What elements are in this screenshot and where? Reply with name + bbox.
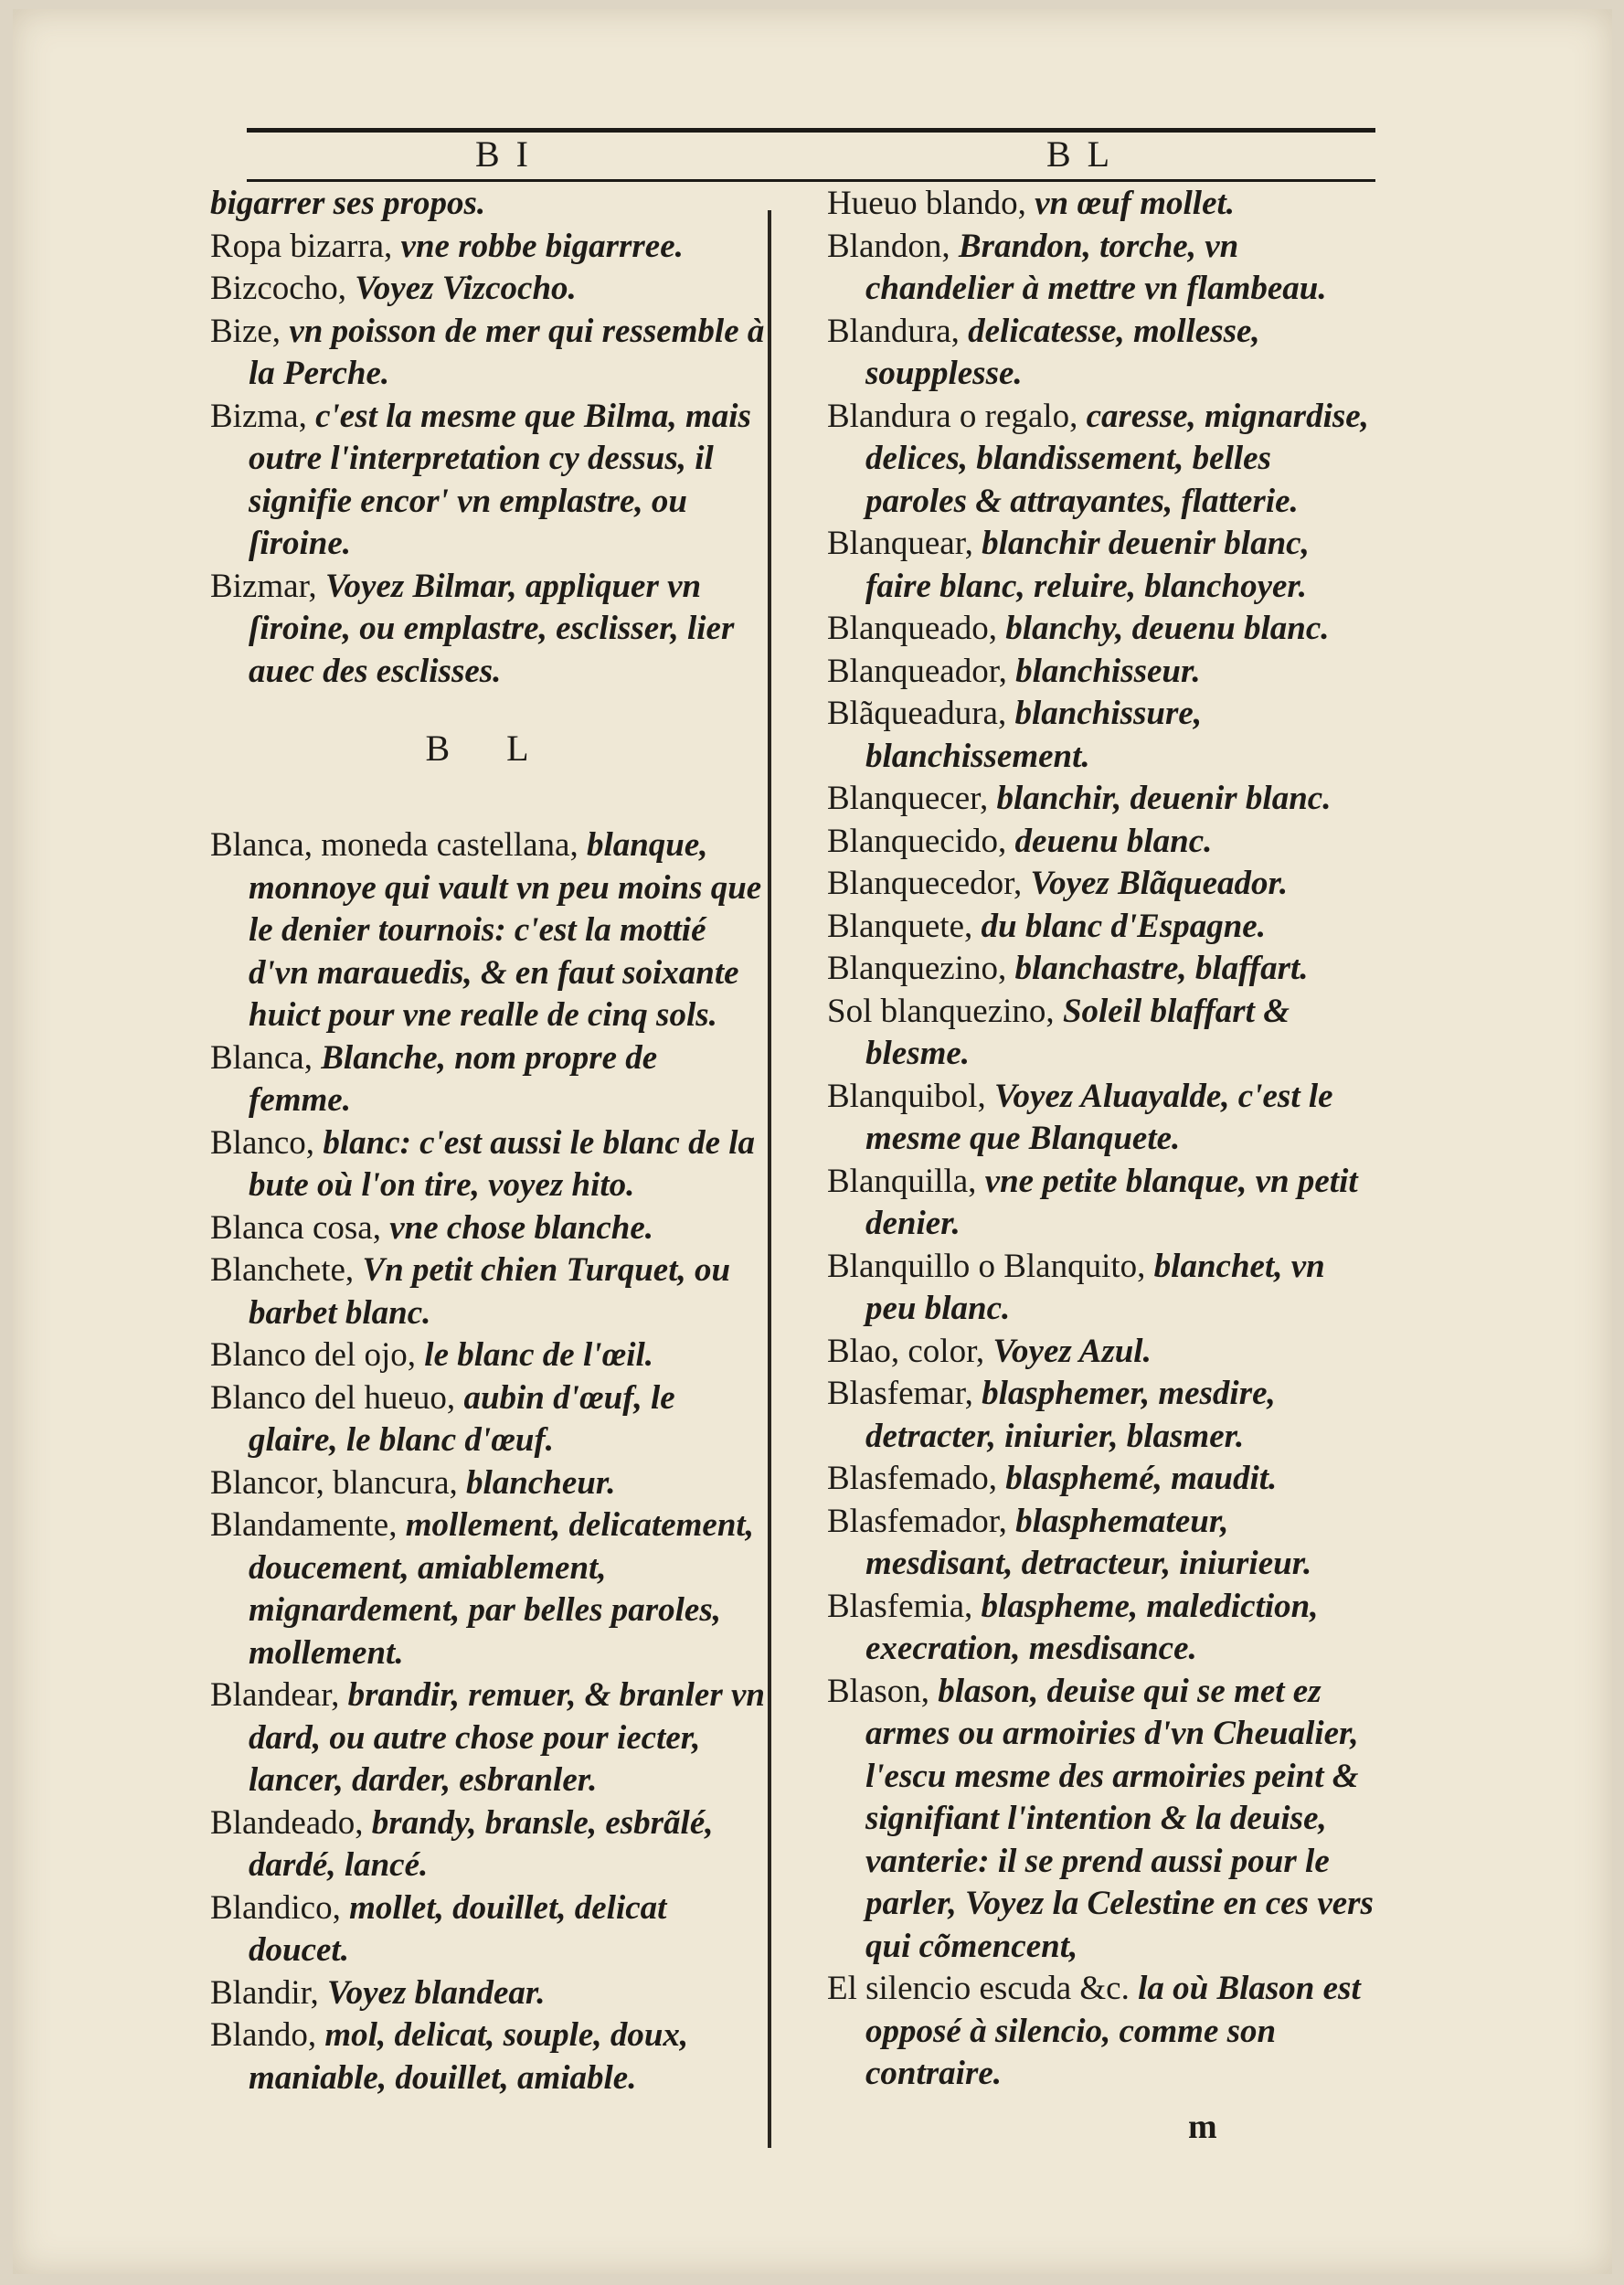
running-head-left: B I xyxy=(475,133,532,175)
dictionary-entry xyxy=(827,651,1375,694)
definition: blaspheme, malediction, execration, mesdisance. xyxy=(865,1587,1319,1667)
headword: Bizcocho, xyxy=(210,270,346,307)
dictionary-entry xyxy=(210,2014,768,2099)
headword: Blandir, xyxy=(210,1973,319,2012)
dictionary-entry xyxy=(210,1207,768,1250)
definition: vn poisson de mer qui ressemble à la Perche. xyxy=(249,312,765,392)
dictionary-entry xyxy=(210,1037,768,1122)
section-heading: B L xyxy=(425,728,553,769)
dictionary-entry xyxy=(827,1671,1375,1969)
headword: Bize, xyxy=(210,312,281,350)
dictionary-entry xyxy=(827,311,1375,396)
headword: Blanca, xyxy=(210,1038,313,1077)
dictionary-entry xyxy=(827,693,1375,778)
definition: blasphemé, maudit. xyxy=(1005,1460,1278,1497)
definition: Voyez Bilmar, appliquer vn ſiroine, ou emplastre, esclisser, lier auec des esclisses. xyxy=(249,567,735,690)
dictionary-entry xyxy=(827,906,1375,949)
headword: Blandura o regalo, xyxy=(827,397,1078,435)
dictionary-entry xyxy=(827,948,1375,991)
definition: delicatesse, mollesse, soupplesse. xyxy=(865,312,1260,392)
dictionary-entry xyxy=(210,183,768,226)
definition: Voyez Vizcocho. xyxy=(355,270,577,307)
definition: blason, deuise qui se met ez armes ou armoiries d'vn Cheualier, l'escu mesme des armoiries peint & signifiant l'intention & la deuise, vanterie: il se prend aussi pour le parler, Voyez la Celestine en ces vers qui cõmencent, xyxy=(865,1672,1374,1965)
dictionary-entry xyxy=(210,268,768,311)
headword: Blanco del hueuo, xyxy=(210,1378,456,1417)
definition: blanchastre, blaffart. xyxy=(1014,950,1309,987)
definition: Soleil blaffart & blesme. xyxy=(865,992,1290,1072)
headword: Blandeado, xyxy=(210,1803,364,1842)
dictionary-entry xyxy=(210,1504,768,1674)
definition: Voyez Blãqueador. xyxy=(1030,865,1289,902)
definition: blanchissure, blanchissement. xyxy=(865,695,1203,775)
headword: Blanquilla, xyxy=(827,1162,977,1200)
dictionary-entry xyxy=(827,863,1375,906)
headword: Blanquillo o Blanquito, xyxy=(827,1247,1146,1285)
headword: Blandear, xyxy=(210,1676,340,1714)
definition: blanchisseur. xyxy=(1015,652,1201,690)
headword: Blanqueado, xyxy=(827,610,997,647)
headword: Blanquecedor, xyxy=(827,865,1023,902)
definition: caresse, mignardise, delices, blandissement, belles paroles & attrayantes, flatterie. xyxy=(865,397,1369,520)
dictionary-entry xyxy=(827,1076,1375,1161)
definition: blanchir, deuenir blanc. xyxy=(996,780,1332,817)
headword: Sol blanquezino, xyxy=(827,992,1055,1030)
dictionary-entry xyxy=(210,226,768,269)
headword: Ropa bizarra, xyxy=(210,227,393,265)
headword: Blanca, moneda castellana, xyxy=(210,826,578,864)
definition: mollet, douillet, delicat doucet. xyxy=(249,1888,667,1969)
dictionary-entry xyxy=(210,1122,768,1207)
dictionary-entry xyxy=(827,1331,1375,1374)
headword: Blanquezino, xyxy=(827,950,1007,987)
definition: Vn petit chien Turquet, ou barbet blanc. xyxy=(249,1251,731,1332)
dictionary-entry xyxy=(210,1462,768,1505)
definition: Voyez blandear. xyxy=(327,1973,546,2012)
headword: Blandon, xyxy=(827,227,950,265)
definition: blanchir deuenir blanc, faire blanc, reluire, blanchoyer. xyxy=(865,525,1310,605)
dictionary-entry xyxy=(210,1334,768,1377)
headword: Blanquete, xyxy=(827,907,973,945)
headword: Blanco, xyxy=(210,1123,315,1162)
dictionary-entry xyxy=(210,566,768,694)
dictionary-entry xyxy=(827,1968,1375,2096)
definition: vne petite blanque, vn petit denier. xyxy=(865,1162,1358,1242)
dictionary-entry xyxy=(210,1887,768,1972)
headword: Blasfemado, xyxy=(827,1460,997,1497)
definition: blasphemateur, mesdisant, detracteur, iniurieur. xyxy=(865,1502,1312,1582)
header-rule xyxy=(247,128,1375,133)
headword: Blandura, xyxy=(827,312,960,350)
headword: Blanquear, xyxy=(827,525,973,562)
headword: Blando, xyxy=(210,2016,317,2054)
definition: vne chose blanche. xyxy=(389,1208,654,1247)
dictionary-entry xyxy=(210,311,768,396)
definition: Voyez Aluayalde, c'est le mesme que Blanquete. xyxy=(865,1077,1333,1157)
left-entries-bottom xyxy=(210,824,768,2099)
headword: Blandamente, xyxy=(210,1506,398,1544)
definition: vne robbe bigarrree. xyxy=(400,227,684,265)
dictionary-entry xyxy=(827,183,1375,226)
headword: Blason, xyxy=(827,1672,930,1710)
headword: Blãqueadura, xyxy=(827,695,1007,732)
definition: la où Blason est opposé à silencio, comme son contraire. xyxy=(865,1970,1361,2092)
headword: Blanquecer, xyxy=(827,780,989,817)
definition: mollement, delicatement, doucement, amiablement, mignardement, par belles paroles, mollement. xyxy=(249,1506,754,1672)
left-entries-top xyxy=(210,183,768,693)
headword: Blasfemar, xyxy=(827,1375,973,1412)
dictionary-entry xyxy=(827,778,1375,821)
dictionary-entry xyxy=(827,608,1375,651)
dictionary-entry xyxy=(827,1246,1375,1331)
headword: Bizmar, xyxy=(210,567,317,605)
dictionary-entry xyxy=(210,824,768,1037)
definition: mol, delicat, souple, doux, maniable, douillet, amiable. xyxy=(249,2016,689,2097)
definition: Brandon, torche, vn chandelier à mettre vn flambeau. xyxy=(865,227,1327,307)
dictionary-entry xyxy=(827,1586,1375,1671)
headword: Blanchete, xyxy=(210,1251,355,1289)
definition: blanque, monnoye qui vault vn peu moins que le denier tournois: c'est la mottié d'vn marauedis, & en faut soixante huict pour vne realle de cinq sols. xyxy=(249,826,762,1034)
dictionary-entry xyxy=(827,821,1375,864)
definition: blasphemer, mesdire, detracter, iniurier, blasmer. xyxy=(865,1375,1276,1455)
dictionary-entry xyxy=(827,226,1375,311)
dictionary-entry xyxy=(827,991,1375,1076)
definition: blanchy, deuenu blanc. xyxy=(1005,610,1330,647)
column-divider xyxy=(768,210,771,2148)
headword: Blasfemia, xyxy=(827,1587,973,1625)
definition: Blanche, nom propre de femme. xyxy=(249,1038,658,1119)
definition: bigarrer ses propos. xyxy=(210,185,486,222)
left-column xyxy=(210,183,768,2099)
dictionary-entry xyxy=(210,1972,768,2015)
header-rule-lower xyxy=(247,179,1375,182)
dictionary-entry xyxy=(210,1674,768,1802)
dictionary-entry xyxy=(210,396,768,566)
running-head-right: B L xyxy=(1046,133,1114,175)
definition: vn œuf mollet. xyxy=(1035,185,1236,222)
headword: Blanqueador, xyxy=(827,652,1007,690)
headword: Hueuo blando, xyxy=(827,185,1026,222)
definition: c'est la mesme que Bilma, mais outre l'interpretation cy dessus, il signifie encor' vn emplastre, ou ſiroine. xyxy=(249,397,751,562)
headword: El silencio escuda &c. xyxy=(827,1970,1130,2007)
definition: blanchet, vn peu blanc. xyxy=(865,1247,1325,1327)
headword: Blancor, blancura, xyxy=(210,1463,458,1502)
definition: Voyez Azul. xyxy=(992,1332,1152,1370)
definition: blanc: c'est aussi le blanc de la bute où l'on tire, voyez hito. xyxy=(249,1123,756,1204)
definition: blancheur. xyxy=(466,1463,616,1502)
dictionary-entry xyxy=(827,1373,1375,1458)
dictionary-entry xyxy=(210,1377,768,1462)
headword: Blanca cosa, xyxy=(210,1208,381,1247)
dictionary-entry xyxy=(827,1458,1375,1501)
definition: du blanc d'Espagne. xyxy=(981,907,1266,945)
headword: Bizma, xyxy=(210,397,307,435)
definition: brandy, bransle, esbrãlé, dardé, lancé. xyxy=(249,1803,714,1884)
definition: le blanc de l'œil. xyxy=(424,1336,654,1374)
headword: Blandico, xyxy=(210,1888,341,1927)
dictionary-entry xyxy=(827,396,1375,524)
definition: brandir, remuer, & branler vn dard, ou autre chose pour iecter, lancer, darder, esbranler. xyxy=(249,1676,766,1799)
headword: Blasfemador, xyxy=(827,1502,1007,1540)
definition: deuenu blanc. xyxy=(1014,822,1213,860)
headword: Blao, color, xyxy=(827,1332,985,1370)
headword: Blanquibol, xyxy=(827,1077,986,1115)
right-column xyxy=(827,183,1375,2096)
dictionary-entry xyxy=(827,1501,1375,1586)
headword: Blanquecido, xyxy=(827,822,1007,860)
headword: Blanco del ojo, xyxy=(210,1336,417,1374)
dictionary-entry xyxy=(210,1249,768,1334)
signature-mark: m xyxy=(1188,2108,1217,2146)
dictionary-entry xyxy=(210,1802,768,1887)
dictionary-entry xyxy=(827,523,1375,608)
dictionary-entry xyxy=(827,1161,1375,1246)
definition: aubin d'œuf, le glaire, le blanc d'œuf. xyxy=(249,1378,675,1459)
